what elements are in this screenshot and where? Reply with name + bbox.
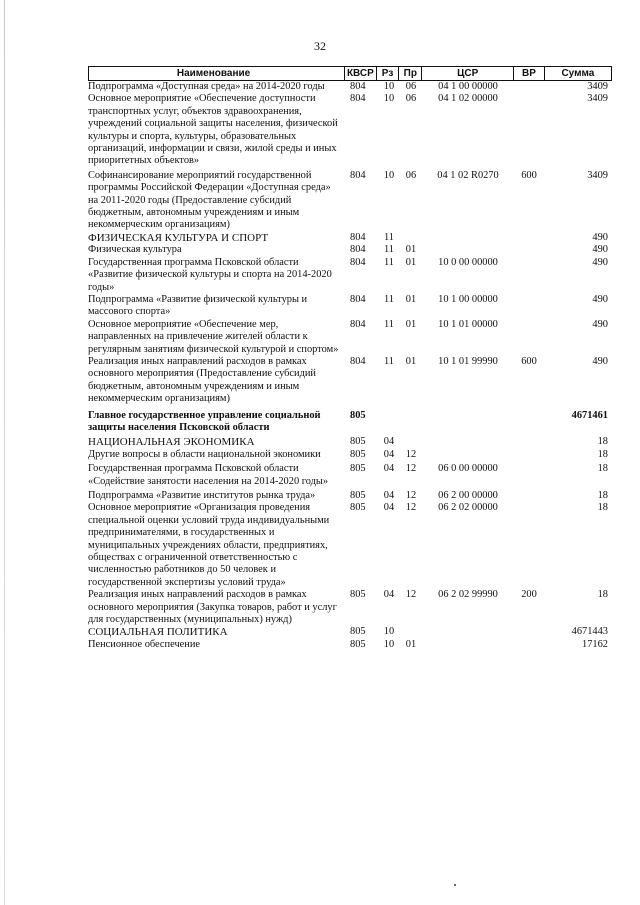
cell-name: НАЦИОНАЛЬНАЯ ЭКОНОМИКА	[88, 436, 255, 449]
cell-kvsr: 804	[350, 93, 366, 105]
table-header	[88, 66, 612, 81]
cell-pr: 06	[405, 93, 417, 105]
header-csr: ЦСР	[421, 67, 513, 80]
cell-kvsr: 804	[350, 256, 366, 268]
cell-kvsr: 805	[350, 463, 366, 475]
table-row	[88, 93, 612, 167]
cell-name: Реализация иных направлений расходов в рамках основного мероприятия (Закупка товаров, работ и услуг для государственных (муниципальных) нужд)	[88, 589, 337, 626]
cell-vr: 200	[521, 589, 537, 601]
cell-kvsr: 805	[350, 448, 366, 460]
cell-csr: 10 0 00 00000	[438, 256, 498, 268]
table-row	[88, 463, 612, 488]
cell-sum: 18	[597, 436, 608, 448]
cell-sum: 490	[592, 256, 608, 268]
cell-pr: 12	[405, 490, 417, 501]
cell-csr: 04 1 02 R0270	[437, 169, 499, 181]
cell-pr: 06	[405, 169, 417, 181]
cell-rz: 11	[383, 293, 394, 305]
cell-rz: 10	[383, 626, 395, 638]
cell-kvsr: 805	[350, 626, 366, 638]
page-number: 32	[314, 39, 326, 53]
cell-sum: 490	[592, 293, 608, 305]
cell-csr: 10 1 01 00000	[438, 318, 498, 330]
cell-kvsr: 804	[350, 169, 366, 181]
cell-kvsr: 804	[350, 355, 366, 367]
header-pr: Пр	[398, 67, 421, 80]
cell-name: Подпрограмма «Развитие физической культуры и массового спорта»	[88, 293, 308, 318]
cell-csr: 04 1 02 00000	[438, 93, 498, 105]
table-row	[88, 232, 612, 244]
cell-pr: 01	[405, 318, 417, 330]
table-row	[88, 319, 612, 356]
table-row	[88, 502, 612, 589]
cell-sum: 18	[597, 490, 608, 501]
cell-kvsr: 805	[350, 409, 366, 421]
cell-sum: 490	[592, 318, 608, 330]
budget-table	[88, 66, 612, 651]
table-row	[88, 490, 612, 502]
cell-kvsr: 804	[350, 293, 366, 305]
cell-pr: 01	[405, 355, 417, 367]
cell-pr: 06	[405, 81, 417, 92]
cell-sum: 17162	[582, 638, 608, 650]
cell-csr: 06 0 00 00000	[438, 463, 498, 475]
cell-name: Пенсионное обеспечение	[88, 638, 201, 650]
cell-name: Главное государственное управление социальной защиты населения Псковской области	[88, 409, 321, 433]
cell-rz: 11	[383, 244, 394, 256]
table-row	[88, 81, 612, 93]
cell-kvsr: 805	[350, 502, 366, 514]
cell-csr: 10 1 00 00000	[438, 293, 498, 305]
cell-csr: 04 1 00 00000	[438, 81, 498, 92]
cell-rz: 10	[383, 81, 395, 92]
table-row	[88, 436, 612, 448]
cell-name: Государственная программа Псковской области «Развитие физической культуры и спорта на 2014-2020 годы»	[88, 256, 332, 293]
cell-kvsr: 804	[350, 81, 366, 92]
cell-sum: 4671443	[571, 626, 608, 638]
cell-name: СОЦИАЛЬНАЯ ПОЛИТИКА	[88, 626, 228, 639]
cell-sum: 4671461	[571, 409, 608, 421]
cell-rz: 11	[383, 318, 394, 330]
cell-pr: 01	[405, 638, 417, 650]
cell-name: Другие вопросы в области национальной экономики	[88, 448, 321, 460]
header-rz: Рз	[376, 67, 399, 80]
cell-csr: 06 2 02 00000	[438, 502, 498, 514]
cell-sum: 490	[592, 244, 608, 256]
cell-name: Реализация иных направлений расходов в рамках основного мероприятия (Предоставление субсидий бюджетным, автономным учреждениям и иным некоммерческим организациям)	[88, 355, 316, 405]
cell-rz: 10	[383, 169, 395, 181]
cell-csr: 06 2 02 99990	[438, 589, 498, 601]
cell-kvsr: 804	[350, 318, 366, 330]
table-row	[88, 626, 612, 638]
cell-pr: 01	[405, 293, 417, 305]
cell-name: Основное мероприятие «Обеспечение мер, направленных на привлечение жителей области к регулярным занятиям физической культурой и спортом»	[88, 318, 339, 355]
header-name: Наименование	[176, 68, 251, 79]
cell-name: ФИЗИЧЕСКАЯ КУЛЬТУРА И СПОРТ	[88, 231, 269, 244]
cell-pr: 01	[405, 244, 417, 256]
cell-name: Подпрограмма «Развитие институтов рынка труда»	[88, 490, 316, 501]
cell-sum: 18	[597, 463, 608, 475]
table-row	[88, 356, 612, 406]
cell-csr: 06 2 00 00000	[438, 490, 498, 501]
table-row	[88, 589, 612, 626]
header-sum: Сумма	[544, 67, 611, 80]
cell-vr: 600	[521, 169, 537, 181]
header-kvsr: КВСР	[344, 67, 376, 80]
table-row	[88, 639, 612, 651]
cell-sum: 3409	[587, 93, 608, 105]
cell-kvsr: 805	[350, 436, 366, 448]
cell-sum: 3409	[587, 169, 608, 181]
header-vr: ВР	[513, 67, 544, 80]
cell-rz: 11	[383, 256, 394, 268]
cell-pr: 12	[405, 589, 417, 601]
cell-name: Государственная программа Псковской области «Содействие занятости населения на 2014-2020 годы»	[88, 463, 329, 487]
table-row	[88, 170, 612, 232]
table-row	[88, 257, 612, 294]
cell-sum: 18	[597, 589, 608, 601]
cell-rz: 10	[383, 93, 395, 105]
cell-vr: 600	[521, 355, 537, 367]
table-row	[88, 294, 612, 319]
cell-rz: 11	[383, 231, 394, 243]
cell-sum: 490	[592, 355, 608, 367]
table-row	[88, 244, 612, 256]
cell-rz: 04	[383, 589, 395, 601]
cell-sum: 490	[592, 231, 608, 243]
cell-rz: 04	[383, 502, 395, 514]
cell-rz: 04	[383, 490, 395, 501]
cell-kvsr: 805	[350, 638, 366, 650]
cell-name: Основное мероприятие «Организация проведения специальной оценки условий труда индивидуальными предпринимателями, в государственных и муниципальных учреждениях области, предприятиях, обществах с ограниченной ответственностью с численностью работников до 50 человек и государственной экспертизы условий труда»	[88, 502, 330, 588]
cell-rz: 04	[383, 448, 395, 460]
cell-sum: 18	[597, 502, 608, 514]
scan-dot	[454, 884, 456, 886]
cell-kvsr: 805	[350, 589, 366, 601]
cell-rz: 04	[383, 436, 395, 448]
cell-pr: 12	[405, 463, 417, 475]
cell-kvsr: 804	[350, 244, 366, 256]
cell-kvsr: 804	[350, 231, 366, 243]
table-body	[88, 81, 612, 651]
cell-sum: 3409	[587, 81, 608, 92]
cell-kvsr: 805	[350, 490, 366, 501]
cell-pr: 12	[405, 448, 417, 460]
cell-name: Физическая культура	[88, 244, 182, 256]
cell-name: Основное мероприятие «Обеспечение доступности транспортных услуг, объектов здравоохранения, учреждений социальной защиты населения, физической культуры и спорта, культуры, образовательных организаций, информации и связи, жилой среды и иных приоритетных объектов»	[88, 93, 338, 167]
cell-rz: 10	[383, 638, 395, 650]
table-row	[88, 410, 612, 435]
cell-name: Подпрограмма «Доступная среда» на 2014-2020 годы	[88, 81, 325, 92]
scan-edge-line	[4, 0, 5, 905]
cell-csr: 10 1 01 99990	[438, 355, 498, 367]
cell-name: Софинансирование мероприятий государственной программы Российской Федерации «Доступная среда» на 2011-2020 годы (Предоставление субсидий бюджетным, автономным учреждениям и иным некоммерческим организациям)	[88, 169, 331, 231]
table-row	[88, 449, 612, 461]
cell-rz: 11	[383, 355, 394, 367]
cell-pr: 01	[405, 256, 417, 268]
cell-rz: 04	[383, 463, 395, 475]
cell-sum: 18	[597, 448, 608, 460]
cell-pr: 12	[405, 502, 417, 514]
